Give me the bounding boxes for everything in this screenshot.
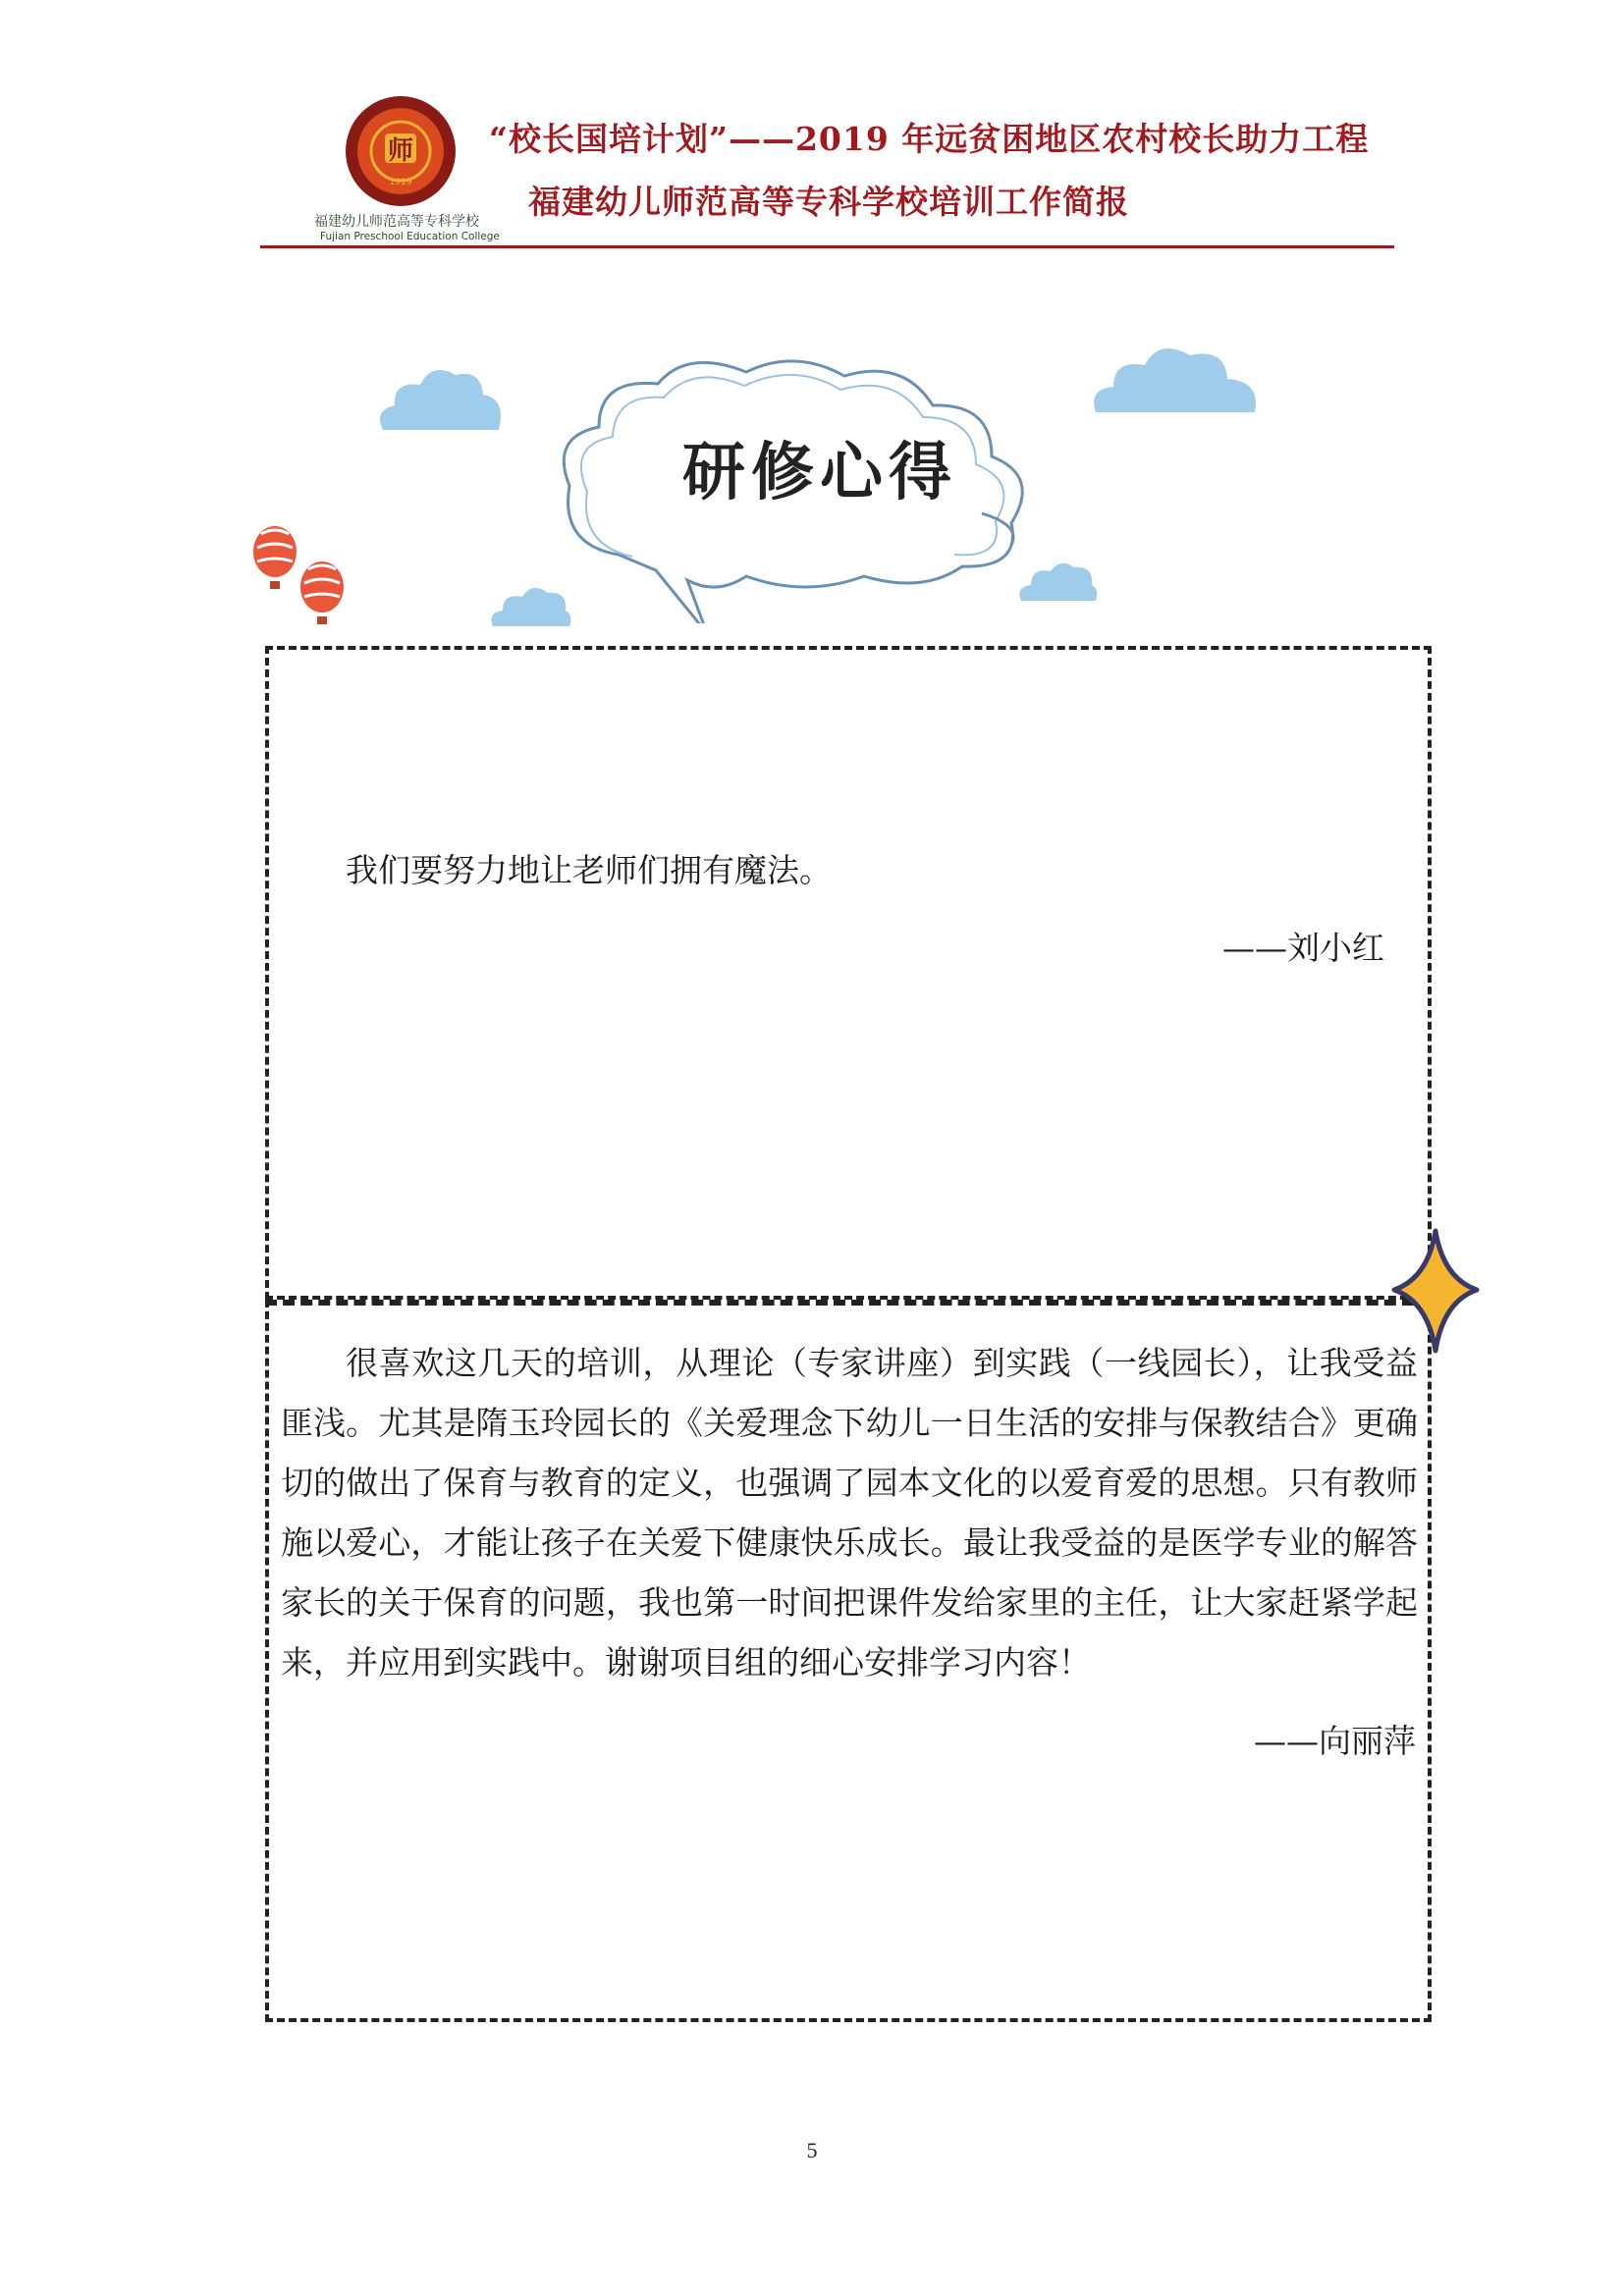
page-number: 5 [806,2138,818,2163]
cloud-icon [1088,334,1265,422]
header-title-line2: 福建幼儿师范高等专科学校培训工作简报 [528,183,1129,221]
entry-author: ——向丽萍 [1254,1722,1416,1760]
logo-year: 1919 [389,178,412,187]
logo-text-en: Fujian Preschool Education College [320,231,500,241]
entry-author: ——刘小红 [1222,929,1384,967]
header-divider [260,245,1394,248]
logo-text-cn: 福建幼儿师范高等专科学校 [314,214,479,230]
logo-emblem-char: 师 [387,136,414,166]
entry-text: 很喜欢这几天的培训，从理论（专家讲座）到实践（一线园长），让我受益匪浅。尤其是隋玉玲园长的《关爱理念下幼儿一日生活的安排与保教结合》更确切的做出了保育与教育的定义，也强调了园本文化的以爱育爱的思想。只有教师施以爱心，才能让孩子在关爱下健康快乐成长。最让我受益的是医学专业的解答家长的关于保育的问题，我也第一时间把课件发给家里的主任，让大家赶紧学起来，并应用到实践中。谢谢项目组的细心安排学习内容！ [281,1344,1418,1682]
entry-box-1 [265,646,1432,1300]
section-title: 研修心得 [682,436,957,509]
hot-air-balloon-icon [247,522,353,632]
cloud-icon [373,351,511,440]
entry-text: 我们要努力地让老师们拥有魔法。 [346,851,832,889]
header-title-line1: “校长国培计划”——2019 年远贫困地区农村校长助力工程 [489,120,1370,158]
school-logo [314,94,511,241]
